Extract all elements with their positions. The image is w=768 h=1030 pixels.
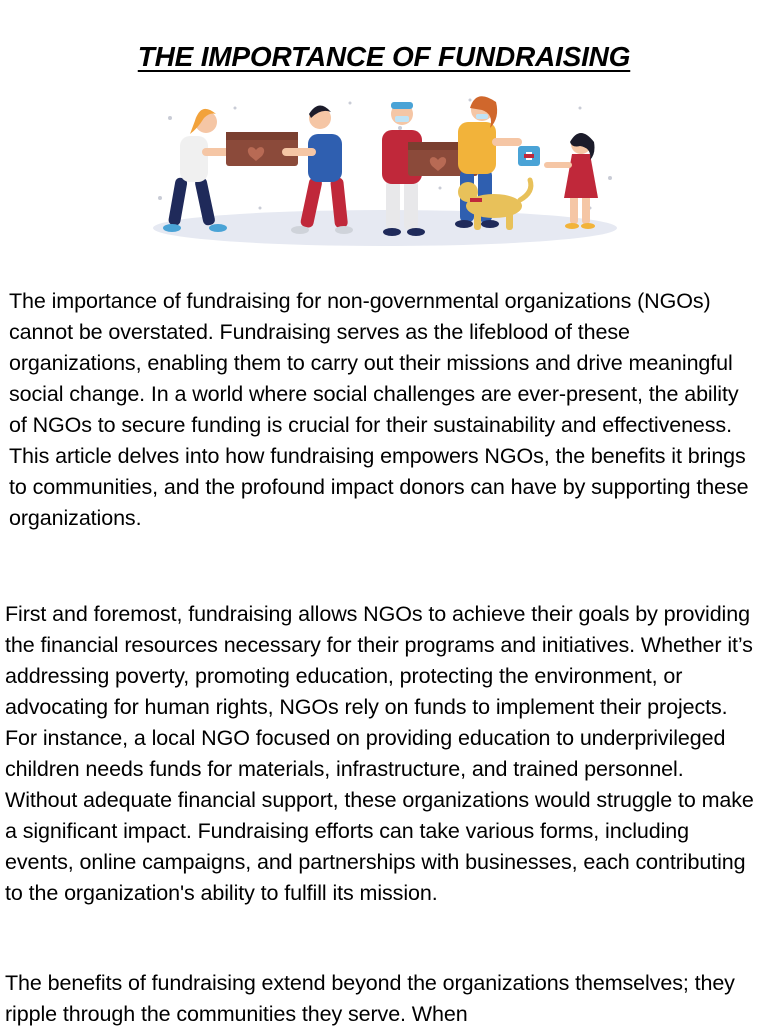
paragraph-goals: First and foremost, fundraising allows NGOs to achieve their goals by providing the financial resources necessary for their programs and initiatives. Whether it’s addressing poverty, promoting education, protecting the environment, or advocating for human rights, NGOs rely on funds to implement their projects. For instance, a local NGO focused on providing education to underprivileged children needs funds for materials, infrastructure, and trained personnel. Without adequate financial support, these organizations would struggle to make a significant impact. Fundraising efforts can take various forms, including events, online campaigns, and partnerships with businesses, each contributing to the organization's ability to fulfill its mission. [5,602,754,905]
volunteers-donation-illustration [140,88,630,258]
paragraph-benefits: The benefits of fundraising extend beyond the organizations themselves; they ripple through the communities they serve. When [5,971,735,1026]
paragraph-intro: The importance of fundraising for non-governmental organizations (NGOs) cannot be overstated. Fundraising serves as the lifeblood of these organizations, enabling them to carry out their missions and drive meaningful social change. In a world where social challenges are ever-present, the ability of NGOs to secure funding is crucial for their sustainability and effectiveness. This article delves into how fundraising empowers NGOs, the benefits it brings to communities, and the profound impact donors can have by supporting these organizations. [9,289,749,530]
document-title: THE IMPORTANCE OF FUNDRAISING [137,40,631,72]
